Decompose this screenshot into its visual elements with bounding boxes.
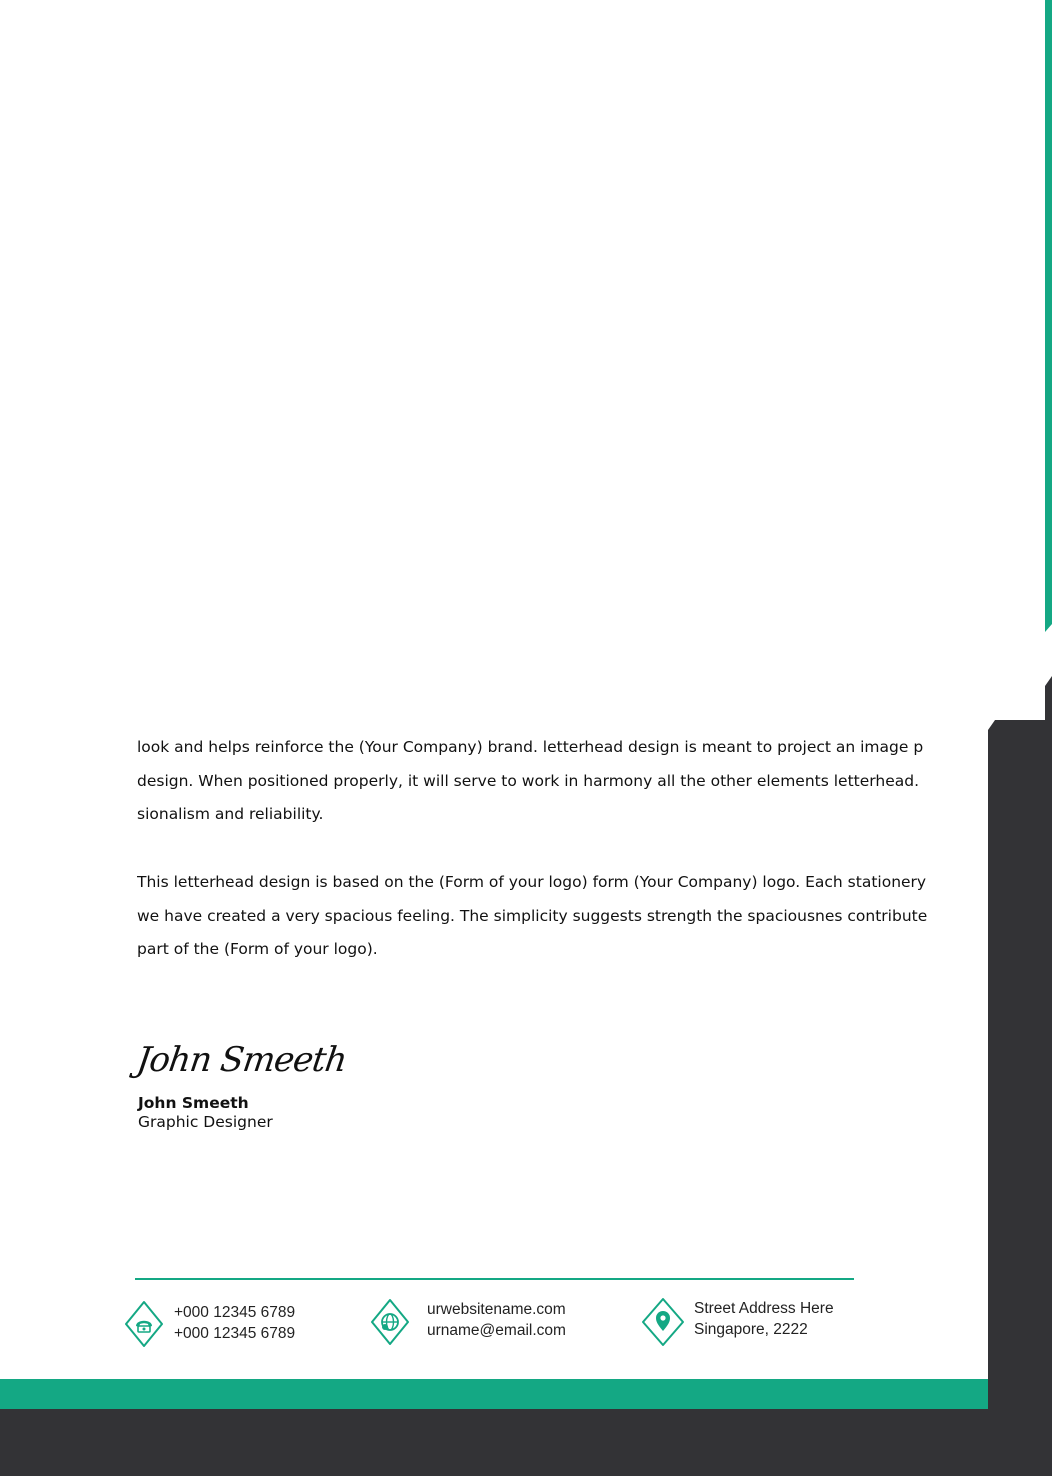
contact-web <box>427 1299 566 1341</box>
city-postal: Singapore, 2222 <box>694 1321 808 1338</box>
location-pin-icon <box>641 1297 685 1347</box>
paragraph <box>137 866 927 967</box>
signer-name: John Smeeth <box>138 1094 249 1112</box>
phone-number: +000 12345 6789 <box>174 1325 296 1342</box>
contact-phone <box>174 1302 295 1344</box>
text-line: sionalism and reliability. <box>137 805 324 824</box>
text-line: we have created a very spacious feeling. The simplicity suggests strength the spaciousnes contribute <box>137 906 927 925</box>
text-line: look and helps reinforce the (Your Company) brand. letterhead design is meant to project an image p <box>137 738 924 756</box>
contact-address <box>694 1298 834 1340</box>
paragraph <box>137 731 927 832</box>
globe-icon <box>370 1298 410 1346</box>
right-dark-panel <box>988 676 1052 1476</box>
website-link[interactable]: urwebsitename.com <box>427 1301 566 1318</box>
phone-number: +000 12345 6789 <box>174 1304 296 1321</box>
text-line: design. When positioned properly, it will serve to work in harmony all the other elements letterhead. <box>137 771 920 790</box>
letter-body <box>137 731 927 967</box>
email-link[interactable]: urname@email.com <box>427 1322 566 1339</box>
street-address: Street Address Here <box>694 1300 834 1317</box>
text-line: This letterhead design is based on the (Form of your logo) form (Your Company) logo. Each stationery <box>137 872 927 891</box>
footer-divider <box>135 1278 854 1280</box>
right-accent-strip <box>1045 0 1052 632</box>
handwritten-signature: John Smeeth <box>134 1040 349 1080</box>
bottom-accent-band <box>0 1379 988 1409</box>
signer-title: Graphic Designer <box>138 1113 273 1131</box>
bottom-dark-band <box>0 1409 1052 1476</box>
text-line: part of the (Form of your logo). <box>137 940 378 959</box>
phone-icon <box>124 1300 164 1348</box>
